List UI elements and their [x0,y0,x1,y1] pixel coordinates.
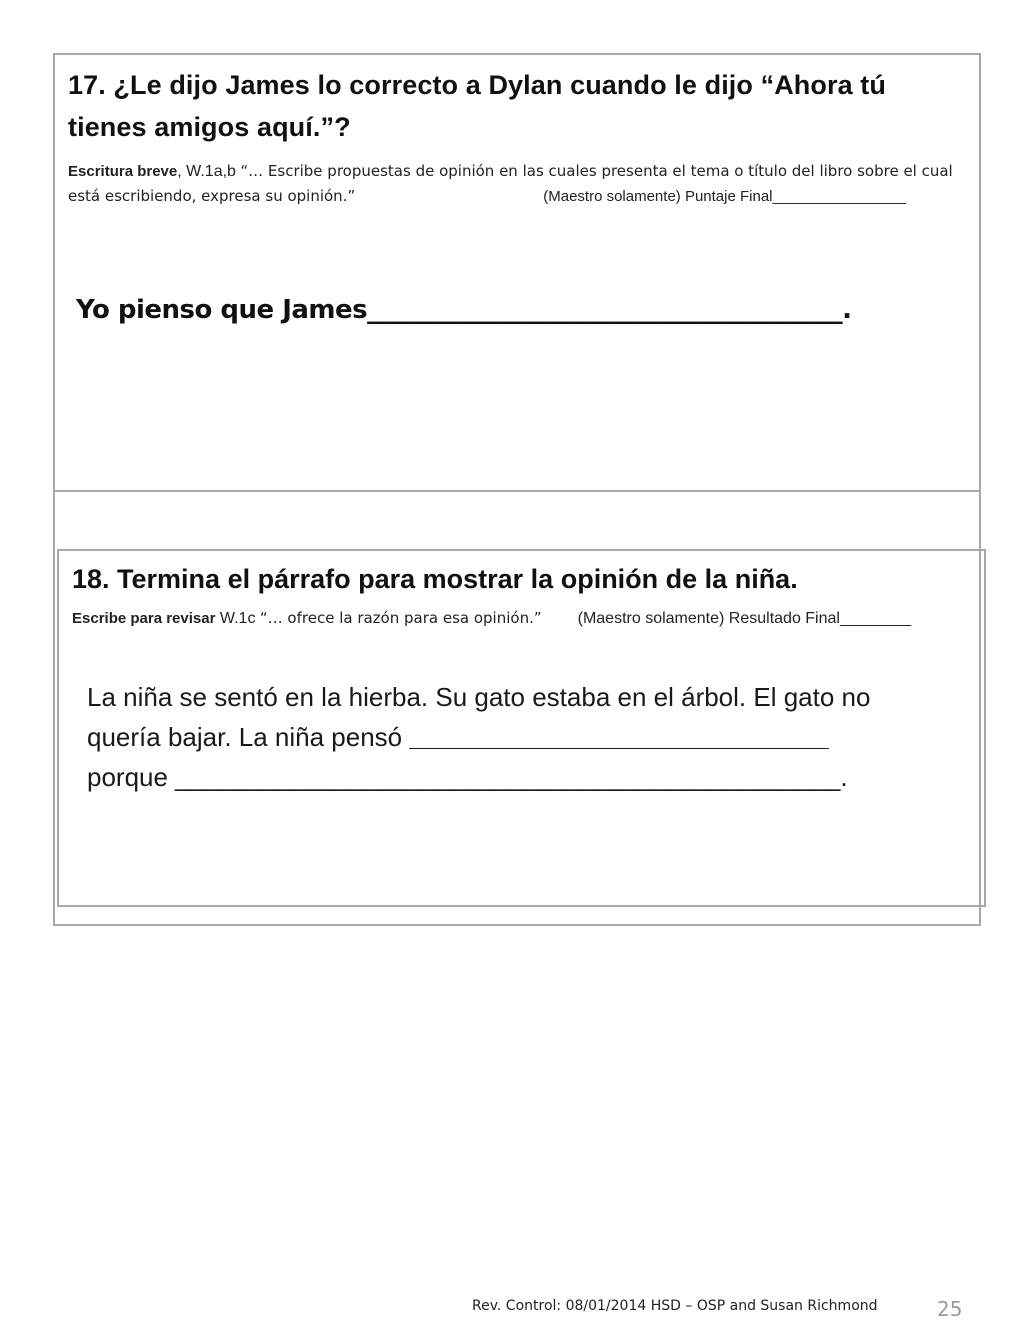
passage-line-2-text: quería bajar. La niña pensó [87,722,410,752]
question-18-teacher-score: (Maestro solamente) Resultado Final________ [577,610,912,627]
question-18-passage [87,677,967,797]
question-18-label: Escribe para revisar [72,610,216,627]
question-18-instruction-text: “… ofrece la razón para esa opinión.” [259,609,542,627]
question-17-instruction-text: “… Escribe propuestas de opinión en las cuales presenta el tema o título del libro sobre el cual está escribiendo, expresa su opinión.” [68,162,953,205]
question-17-label: Escritura breve [68,163,178,180]
page-number: 25 [937,1297,963,1321]
passage-line-1: La niña se sentó en la hierba. Su gato estaba en el árbol. El gato no [87,682,871,712]
question-18 [72,560,972,630]
question-18-instructions [72,607,972,630]
question-17-instructions [68,159,968,209]
question-18-standard: W.1c [215,610,260,627]
opinion-blank[interactable]: _____________________________ [409,722,829,752]
question-18-title: 18. Termina el párrafo para mostrar la opinión de la niña. [72,564,798,594]
question-17-teacher-score: (Maestro solamente) Puntaje Final________________ [543,188,906,205]
revision-footer: Rev. Control: 08/01/2014 HSD – OSP and Susan Richmond [472,1298,878,1314]
question-17-title: 17. ¿Le dijo James lo correcto a Dylan cuando le dijo “Ahora tú tienes amigos aquí.”? [68,70,886,142]
passage-line-2 [87,717,967,757]
question-17 [68,64,968,209]
passage-line-3[interactable]: porque ______________________________________________. [87,762,848,792]
section-divider [53,490,981,492]
question-17-standard: , W.1a,b [177,163,241,180]
question-17-answer-prompt[interactable]: Yo pienso que James______________________________________. [76,295,852,325]
